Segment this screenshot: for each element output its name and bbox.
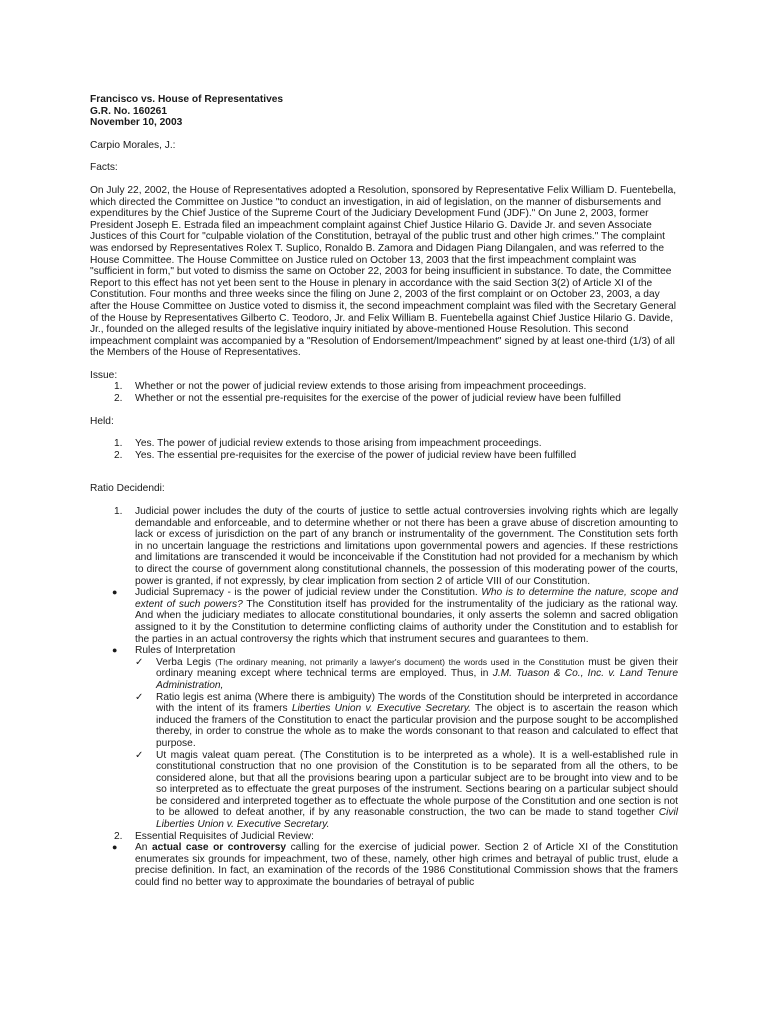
ratio-item-1 bbox=[90, 506, 678, 831]
case-gr-number: G.R. No. 160261 bbox=[90, 105, 168, 117]
ratio-legis-text-a: Ratio legis est anima (Where there is ambiguity) The words of the Constitution should be interpreted in accordance with the intent of its framers bbox=[156, 691, 678, 715]
issue-text: Whether or not the essential pre-requisites for the exercise of the power of judicial review have been fulfilled bbox=[135, 393, 621, 405]
issue-list bbox=[90, 381, 678, 404]
rule-ratio-legis bbox=[135, 692, 678, 750]
item-number: 2. bbox=[114, 449, 123, 461]
ut-magis-text: Ut magis valeat quam pereat. (The Constitution is to be interpreted as a whole). It is a well-established rule in constitutional construction that no one provision of the Constitution is to be separated from all the others, to be considered alone, but that all the provisions bearing upon a particular subject are to be brought into view and to be so interpreted as to effectuate the great purposes of the instrument. Sections bearing on a particular subject should be considered and interpreted together as to effectuate the whole purpose of the Constitution and one section is not to be allowed to defeat another, if by any reasonable construction, the two can be made to stand together bbox=[156, 749, 678, 819]
held-label: Held: bbox=[90, 415, 114, 427]
bullet-icon: ● bbox=[112, 842, 118, 853]
item-number: 1. bbox=[114, 438, 123, 450]
ratio-legis-text-b: The object is to ascertain the reason which induced the framers of the Constitution to enact the particular provision and the purpose sought to be accomplished thereby, in order to construe the whole as to make the words consonant to that reason and calculated to effect that purpose. bbox=[156, 703, 678, 749]
case-title: Francisco vs. House of Representatives bbox=[90, 94, 284, 105]
actual-case-text: calling for the exercise of judicial power. Section 2 of Article XI of the Constitution enumerates six grounds for impeachment, two of these, namely, other high crimes and betrayal of public trust, elude a precise definition. In fact, an examination of the records of the 1986 Constitutional Commission shows that the framers could find no better way to approximate the boundaries of betrayal of public bbox=[135, 842, 678, 889]
ratio-legis-case: Liberties Union v. Executive Secretary. bbox=[291, 703, 471, 715]
issue-text: Whether or not the power of judicial review extends to those arising from impeachment proceedings. bbox=[135, 381, 587, 393]
ratio-item-1-bullets bbox=[90, 587, 678, 830]
rules-list bbox=[135, 657, 678, 831]
ratio-label: Ratio Decidendi: bbox=[90, 483, 165, 495]
ratio-list bbox=[90, 506, 678, 889]
bullet-judicial-supremacy bbox=[90, 587, 678, 645]
facts-text: On July 22, 2002, the House of Representatives adopted a Resolution, sponsored by Representative Felix William D. Fuentebella, which directed the Committee on Justice "to conduct an investigation, in aid of legislation, on the manner of disbursements and expenditures by the Chief Justice of the Supreme Court of the Judiciary Development Fund (JDF)." On June 2, 2003, former President Joseph E. Estrada filed an impeachment complaint against Chief Justice Hilario G. Davide Jr. and seven Associate Justices of this Court for "culpable violation of the Constitution, betrayal of the public trust and other high crimes." The complaint was endorsed by Representatives Rolex T. Suplico, Ronaldo B. Zamora and Didagen Piang Dilangalen, and was referred to the House Committee. The House Committee on Justice ruled on October 13, 2003 that the first impeachment complaint was "sufficient in form," but voted to dismiss the same on October 22, 2003 for being insufficient in substance. To date, the Committee Report to this effect has not yet been sent to the House in plenary in accordance with the said Section 3(2) of Article XI of the Constitution. Four months and three weeks since the filing on June 2, 2003 of the first complaint or on October 23, 2003, a day after the House Committee on Justice voted to dismiss it, the second impeachment complaint was filed with the Secretary General of the House by Representatives Gilberto C. Teodoro, Jr. and Felix William B. Fuentebella against Chief Justice Hilario G. Davide, Jr., founded on the alleged results of the legislative inquiry initiated by above-mentioned House Resolution. This second impeachment complaint was accompanied by a "Resolution of Endorsement/Impeachment" signed by at least one-third (1/3) of all the Members of the House of Representatives. bbox=[90, 184, 677, 359]
facts-label: Facts: bbox=[90, 162, 118, 174]
bullet-actual-case bbox=[90, 842, 678, 888]
held-list bbox=[90, 438, 678, 461]
verba-text-a: Verba Legis bbox=[156, 656, 212, 668]
verba-note: (The ordinary meaning, not primarily a lawyer's document) the words used in the Constitution bbox=[215, 656, 585, 667]
rules-label: Rules of Interpretation bbox=[135, 645, 236, 657]
checkmark-icon: ✓ bbox=[135, 691, 144, 703]
checkmark-icon: ✓ bbox=[135, 656, 144, 668]
supremacy-text-a: Judicial Supremacy - is the power of judicial review under the Constitution. bbox=[135, 587, 478, 599]
actual-case-term: actual case or controversy bbox=[151, 842, 287, 854]
list-item bbox=[90, 438, 678, 450]
held-text: Yes. The power of judicial review extends to those arising from impeachment proceedings. bbox=[135, 438, 542, 450]
item-number: 1. bbox=[114, 381, 123, 393]
verba-text-b: must be given their ordinary meaning except where technical terms are employed. Thus, in bbox=[156, 656, 678, 680]
document-page bbox=[90, 94, 678, 889]
supremacy-text-b: The Constitution itself has provided for the instrumentality of the judiciary as the rational way. And when the judiciary mediates to allocate constitutional boundaries, it only asserts the solemn and sacred obligation assigned to it by the Constitution to determine conflicting claims of authority under the Constitution and to establish for the parties in an actual controversy the rights which that instrument secures and guarantees to them. bbox=[135, 598, 678, 645]
bullet-icon: ● bbox=[112, 645, 118, 656]
bullet-rules-of-interpretation bbox=[90, 645, 678, 831]
item-number: 2. bbox=[114, 393, 123, 405]
list-item bbox=[90, 381, 678, 393]
issue-label: Issue: bbox=[90, 369, 118, 381]
checkmark-icon: ✓ bbox=[135, 749, 144, 761]
list-item bbox=[90, 450, 678, 462]
list-item bbox=[90, 393, 678, 405]
rule-ut-magis bbox=[135, 750, 678, 831]
rule-verba-legis bbox=[135, 657, 678, 692]
requisites-bullets bbox=[90, 842, 678, 888]
case-date: November 10, 2003 bbox=[90, 117, 183, 129]
actual-case-an: An bbox=[135, 842, 148, 854]
requisites-label: Essential Requisites of Judicial Review: bbox=[135, 830, 314, 842]
ratio-item-1-text: Judicial power includes the duty of the courts of justice to settle actual controversies involving rights which are legally demandable and enforceable, and to determine whether or not there has been a grave abuse of discretion amounting to lack or excess of jurisdiction on the part of any branch or instrumentality of the government. The Constitution sets forth in no uncertain language the restrictions and limitations upon governmental powers and agencies. If these restrictions and limitations are transcended it would be inconceivable if the Constitution had not provided for a mechanism by which to direct the course of government along constitutional channels, the possession of this moderating power of the courts, power is granted, if not expressly, by clear implication from section 2 of article VIII of our Constitution. bbox=[135, 506, 678, 587]
ponente: Carpio Morales, J.: bbox=[90, 139, 176, 151]
supremacy-question: Who is to determine the nature, scope and extent of such powers? bbox=[135, 587, 678, 610]
case-header bbox=[90, 94, 678, 129]
verba-case: J.M. Tuason & Co., Inc. v. Land Tenure Administration, bbox=[156, 668, 678, 691]
item-number: 2. bbox=[114, 830, 123, 842]
item-number: 1. bbox=[114, 506, 123, 518]
held-text: Yes. The essential pre-requisites for the exercise of the power of judicial review have been fulfilled bbox=[135, 449, 577, 461]
ratio-item-2 bbox=[90, 831, 678, 889]
bullet-icon: ● bbox=[112, 587, 118, 598]
ut-magis-case: Civil Liberties Union v. Executive Secretary. bbox=[156, 807, 678, 831]
